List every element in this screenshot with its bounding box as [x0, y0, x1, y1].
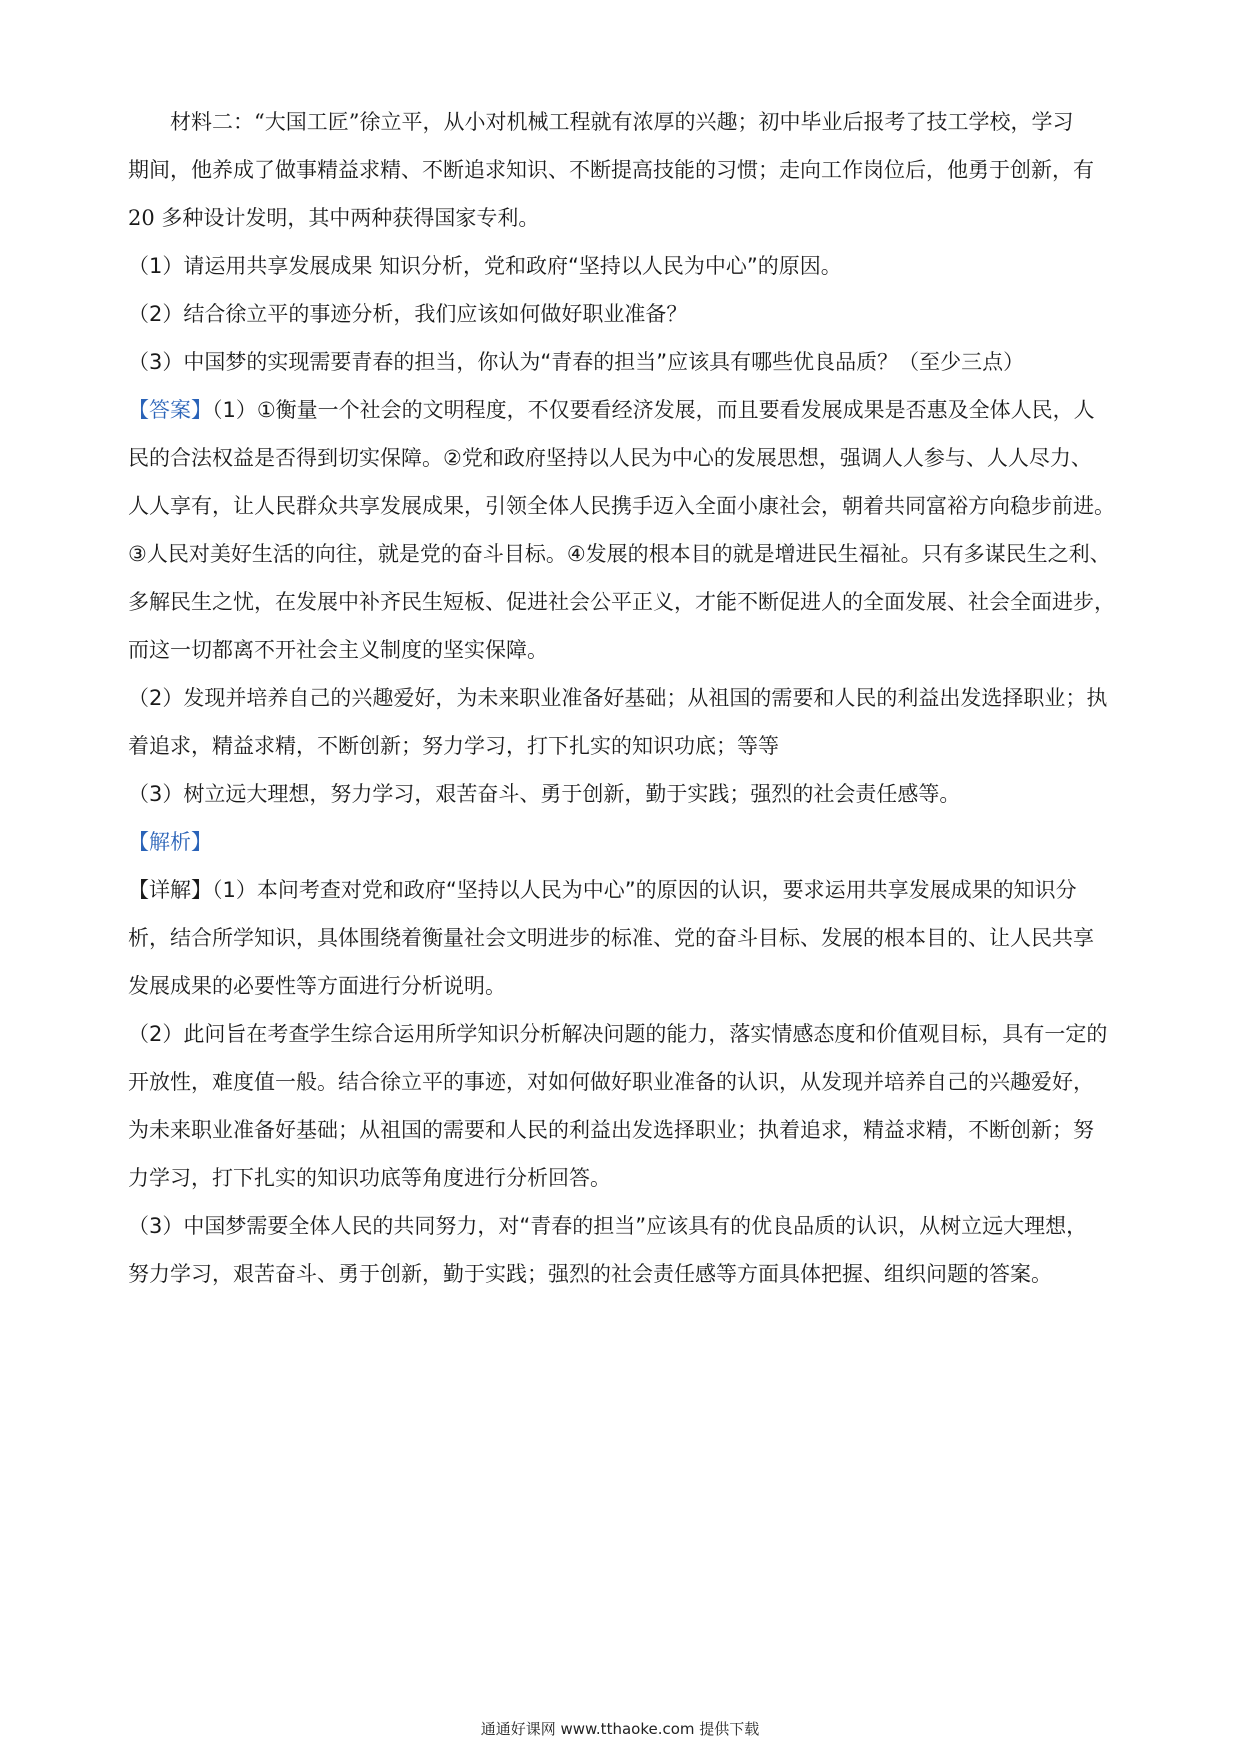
material-line: 期间，他养成了做事精益求精、不断追求知识、不断提高技能的习惯；走向工作岗位后，他勇于创新，有 [128, 158, 1094, 182]
question-item: （3）中国梦的实现需要青春的担当，你认为“青春的担当”应该具有哪些优良品质？（至少三点） [128, 350, 1025, 374]
answer-line: 人人享有，让人民群众共享发展成果，引领全体人民携手迈入全面小康社会，朝着共同富裕方向稳步前进。 [128, 494, 1115, 518]
analysis-line: 析，结合所学知识，具体围绕着衡量社会文明进步的标准、党的奋斗目标、发展的根本目的、让人民共享 [128, 926, 1094, 950]
analysis-line: 努力学习，艰苦奋斗、勇于创新，勤于实践；强烈的社会责任感等方面具体把握、组织问题的答案。 [128, 1262, 1052, 1286]
analysis-line [128, 866, 1130, 914]
answer-tag: 【答案】 [128, 398, 212, 422]
analysis-line: 开放性，难度值一般。结合徐立平的事迹，对如何做好职业准备的认识，从发现并培养自己的兴趣爱好， [128, 1070, 1094, 1094]
answer-line [128, 386, 1130, 434]
answer-line: 多解民生之忧，在发展中补齐民生短板、促进社会公平正义，才能不断促进人的全面发展、社会全面进步， [128, 590, 1115, 614]
answer-line: ③人民对美好生活的向往，就是党的奋斗目标。④发展的根本目的就是增进民生福祉。只有多谋民生之利、 [128, 542, 1111, 566]
analysis-line: 发展成果的必要性等方面进行分析说明。 [128, 974, 506, 998]
answer-line: （3）树立远大理想，努力学习，艰苦奋斗、勇于创新，勤于实践；强烈的社会责任感等。 [128, 782, 961, 806]
answer-line: 而这一切都离不开社会主义制度的坚实保障。 [128, 638, 548, 662]
analysis-tag: 【解析】 [128, 830, 212, 854]
question-list [128, 242, 1130, 386]
material-line: 材料二：“大国工匠”徐立平，从小对机械工程就有浓厚的兴趣；初中毕业后报考了技工学校，学习 [170, 110, 1074, 134]
material-passage [128, 98, 1130, 242]
document-body [128, 98, 1130, 1298]
page-footer: 通通好课网 www.tthaoke.com 提供下载 [480, 1720, 760, 1738]
answer-text: （1）①衡量一个社会的文明程度，不仅要看经济发展，而且要看发展成果是否惠及全体人民，人 [212, 398, 1095, 422]
question-item: （2）结合徐立平的事迹分析，我们应该如何做好职业准备？ [128, 302, 688, 326]
analysis-line: （2）此问旨在考查学生综合运用所学知识分析解决问题的能力，落实情感态度和价值观目标，具有一定的 [128, 1022, 1108, 1046]
detail-tag: 【详解】 [128, 878, 212, 902]
analysis-text: （1）本问考查对党和政府“坚持以人民为中心”的原因的认识，要求运用共享发展成果的知识分 [212, 878, 1077, 902]
material-line: 20 多种设计发明，其中两种获得国家专利。 [128, 206, 540, 230]
answer-line: 着追求，精益求精，不断创新；努力学习，打下扎实的知识功底；等等 [128, 734, 779, 758]
answer-line: （2）发现并培养自己的兴趣爱好，为未来职业准备好基础；从祖国的需要和人民的利益出发选择职业；执 [128, 686, 1108, 710]
analysis-line: 力学习，打下扎实的知识功底等角度进行分析回答。 [128, 1166, 611, 1190]
question-item: （1）请运用共享发展成果 知识分析，党和政府“坚持以人民为中心”的原因。 [128, 254, 842, 278]
answer-line: 民的合法权益是否得到切实保障。②党和政府坚持以人民为中心的发展思想，强调人人参与、人人尽力、 [128, 446, 1092, 470]
analysis-section [128, 818, 1130, 1298]
analysis-line: （3）中国梦需要全体人民的共同努力，对“青春的担当”应该具有的优良品质的认识，从树立远大理想， [128, 1214, 1088, 1238]
answer-section [128, 386, 1130, 818]
analysis-line: 为未来职业准备好基础；从祖国的需要和人民的利益出发选择职业；执着追求，精益求精，不断创新；努 [128, 1118, 1094, 1142]
